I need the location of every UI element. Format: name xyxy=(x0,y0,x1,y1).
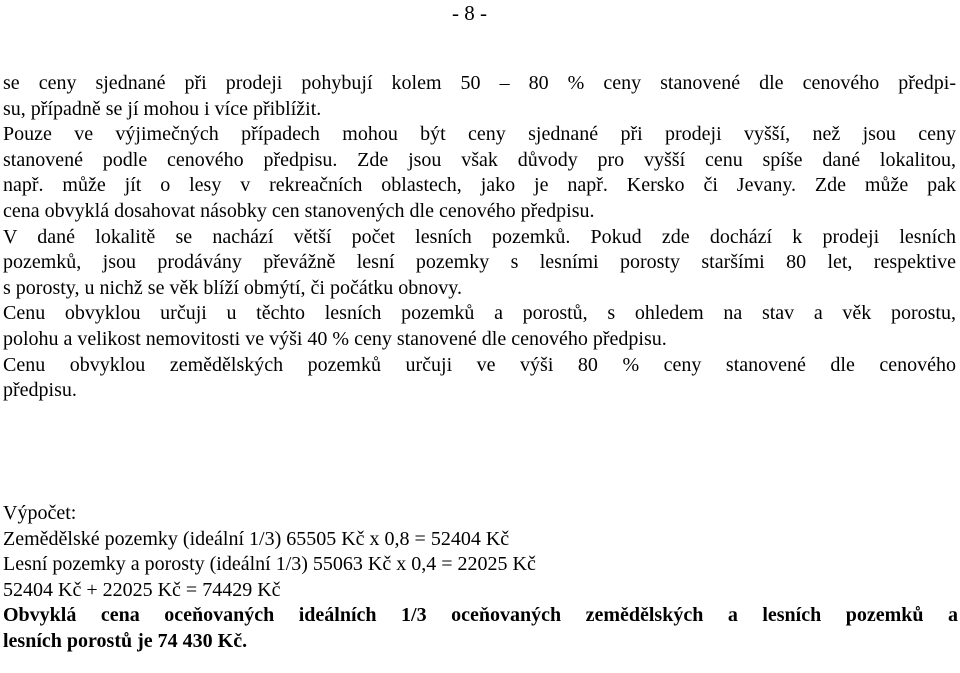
calculation-agricultural-line: Zemědělské pozemky (ideální 1/3) 65505 Kč x 0,8 = 52404 Kč xyxy=(3,527,510,550)
paragraph-line: V dané lokalitě se nachází větší počet lesních pozemků. Pokud zde dochází k prodeji lesních xyxy=(3,225,956,248)
paragraph-line: Cenu obvyklou určuji u těchto lesních pozemků a porostů, s ohledem na stav a věk porostu, xyxy=(3,302,956,325)
paragraph-line: Pouze ve výjimečných případech mohou být ceny sjednané při prodeji vyšší, než jsou ceny xyxy=(3,123,956,146)
result-line: Obvyklá cena oceňovaných ideálních 1/3 oceňovaných zemědělských a lesních pozemků a xyxy=(3,604,958,627)
paragraph-line: Cenu obvyklou zemědělských pozemků určuji ve výši 80 % ceny stanovené dle cenového xyxy=(3,353,956,376)
paragraph-line: se ceny sjednané při prodeji pohybují kolem 50 – 80 % ceny stanovené dle cenového předpi- xyxy=(3,72,956,94)
calculation-section xyxy=(3,501,958,655)
paragraph-line: polohu a velikost nemovitosti ve výši 40 % ceny stanovené dle cenového předpisu. xyxy=(3,327,667,350)
paragraph-line: stanovené podle cenového předpisu. Zde jsou však důvody pro vyšší cenu spíše dané lokalitou, xyxy=(3,148,956,171)
paragraph-line: s porosty, u nichž se věk blíží obmýtí, či počátku obnovy. xyxy=(3,276,462,299)
page-number: - 8 - xyxy=(452,1,487,25)
paragraph-line: su, případně se jí mohou i více přiblížit. xyxy=(3,97,322,120)
paragraph-line: cena obvyklá dosahovat násobky cen stanovených dle cenového předpisu. xyxy=(3,199,595,222)
paragraph-line: pozemků, jsou prodávány převážně lesní pozemky s lesními porosty staršími 80 let, respektive xyxy=(3,251,956,274)
paragraph-line: např. může jít o lesy v rekreačních oblastech, jako je např. Kersko či Jevany. Zde může pak xyxy=(3,174,956,197)
paragraph-line: předpisu. xyxy=(3,379,77,402)
calculation-sum-line: 52404 Kč + 22025 Kč = 74429 Kč xyxy=(3,578,281,601)
calculation-forest-line: Lesní pozemky a porosty (ideální 1/3) 55063 Kč x 0,4 = 22025 Kč xyxy=(3,553,536,576)
body-text xyxy=(3,71,956,404)
calculation-heading: Výpočet: xyxy=(3,502,77,524)
result-line: lesních porostů je 74 430 Kč. xyxy=(3,629,248,652)
